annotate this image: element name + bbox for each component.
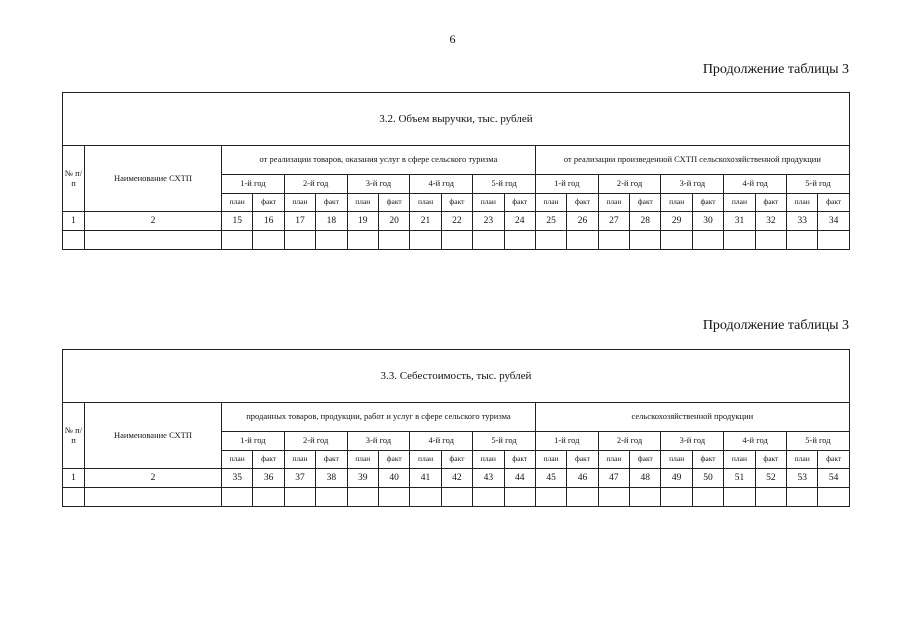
- plan-header: план: [284, 451, 315, 469]
- column-number-cell: 15: [222, 212, 253, 231]
- name-column-header: Наименование СХТП: [85, 146, 222, 212]
- column-number-cell: 1: [63, 469, 85, 488]
- empty-cell[interactable]: [253, 231, 284, 250]
- column-number-cell: 2: [85, 469, 222, 488]
- fact-header: факт: [378, 194, 409, 212]
- empty-cell[interactable]: [661, 231, 692, 250]
- year-header: 5-й год: [787, 432, 850, 451]
- column-number-cell: 33: [787, 212, 818, 231]
- column-number-cell: 2: [85, 212, 222, 231]
- num-column-header: № п/п: [63, 146, 85, 212]
- group1-header: от реализации товаров, оказания услуг в сфере сельского туризма: [222, 146, 536, 175]
- plan-header: план: [661, 194, 692, 212]
- column-number-cell: 46: [567, 469, 598, 488]
- fact-header: факт: [630, 194, 661, 212]
- fact-header: факт: [630, 451, 661, 469]
- column-number-cell: 29: [661, 212, 692, 231]
- fact-header: факт: [755, 194, 786, 212]
- year-header: 5-й год: [473, 175, 536, 194]
- year-header: 1-й год: [535, 175, 598, 194]
- plan-header: план: [410, 194, 441, 212]
- empty-cell[interactable]: [222, 231, 253, 250]
- column-number-cell: 41: [410, 469, 441, 488]
- empty-cell[interactable]: [787, 231, 818, 250]
- year-header: 3-й год: [347, 175, 410, 194]
- column-number-cell: 31: [724, 212, 755, 231]
- plan-header: план: [724, 451, 755, 469]
- empty-cell[interactable]: [85, 231, 222, 250]
- empty-cell[interactable]: [818, 231, 849, 250]
- column-number-cell: 22: [441, 212, 472, 231]
- empty-cell[interactable]: [692, 231, 723, 250]
- column-number-cell: 32: [755, 212, 786, 231]
- year-header: 4-й год: [410, 175, 473, 194]
- year-header: 3-й год: [347, 432, 410, 451]
- continuation-label: Продолжение таблицы 3: [702, 318, 849, 333]
- num-column-header: № п/п: [63, 403, 85, 469]
- empty-cell[interactable]: [755, 488, 786, 507]
- empty-cell[interactable]: [222, 488, 253, 507]
- empty-cell[interactable]: [724, 231, 755, 250]
- plan-header: план: [410, 451, 441, 469]
- empty-cell[interactable]: [473, 488, 504, 507]
- title-row: [63, 350, 850, 403]
- empty-cell[interactable]: [284, 231, 315, 250]
- empty-cell[interactable]: [63, 488, 85, 507]
- column-number-cell: 27: [598, 212, 629, 231]
- column-number-cell: 51: [724, 469, 755, 488]
- column-number-cell: 43: [473, 469, 504, 488]
- plan-header: план: [473, 194, 504, 212]
- fact-header: факт: [755, 451, 786, 469]
- empty-cell[interactable]: [63, 231, 85, 250]
- column-number-row: [63, 212, 850, 231]
- fact-header: факт: [818, 194, 849, 212]
- column-number-cell: 49: [661, 469, 692, 488]
- year-header: 1-й год: [222, 432, 285, 451]
- year-header: 3-й год: [661, 432, 724, 451]
- empty-cell[interactable]: [535, 488, 566, 507]
- plan-header: план: [598, 451, 629, 469]
- empty-cell[interactable]: [473, 231, 504, 250]
- column-number-cell: 52: [755, 469, 786, 488]
- empty-cell[interactable]: [755, 231, 786, 250]
- column-number-cell: 25: [535, 212, 566, 231]
- fact-header: факт: [692, 451, 723, 469]
- empty-cell[interactable]: [535, 231, 566, 250]
- column-number-cell: 48: [630, 469, 661, 488]
- year-header: 4-й год: [724, 432, 787, 451]
- plan-header: план: [598, 194, 629, 212]
- fact-header: факт: [441, 451, 472, 469]
- fact-header: факт: [504, 194, 535, 212]
- plan-header: план: [535, 451, 566, 469]
- fact-header: факт: [692, 194, 723, 212]
- empty-cell[interactable]: [567, 488, 598, 507]
- empty-cell[interactable]: [504, 488, 535, 507]
- empty-cell[interactable]: [85, 488, 222, 507]
- group2-header: от реализации произведенной СХТП сельскохозяйственной продукции: [535, 146, 849, 175]
- column-number-cell: 44: [504, 469, 535, 488]
- fact-header: факт: [818, 451, 849, 469]
- plan-header: план: [284, 194, 315, 212]
- empty-cell[interactable]: [316, 231, 347, 250]
- column-number-cell: 1: [63, 212, 85, 231]
- empty-cell[interactable]: [598, 231, 629, 250]
- empty-cell[interactable]: [378, 488, 409, 507]
- column-number-cell: 53: [787, 469, 818, 488]
- column-number-cell: 23: [473, 212, 504, 231]
- column-number-row: [63, 469, 850, 488]
- plan-header: план: [473, 451, 504, 469]
- column-number-cell: 19: [347, 212, 378, 231]
- empty-cell[interactable]: [630, 488, 661, 507]
- plan-header: план: [347, 451, 378, 469]
- empty-cell[interactable]: [441, 488, 472, 507]
- fact-header: факт: [567, 451, 598, 469]
- report-table: [62, 92, 850, 250]
- year-header: 1-й год: [535, 432, 598, 451]
- empty-data-row: [63, 231, 850, 250]
- year-header: 4-й год: [410, 432, 473, 451]
- empty-cell[interactable]: [661, 488, 692, 507]
- fact-header: факт: [253, 194, 284, 212]
- plan-header: план: [347, 194, 378, 212]
- group-header-row: [63, 403, 850, 432]
- column-number-cell: 37: [284, 469, 315, 488]
- empty-cell[interactable]: [598, 488, 629, 507]
- plan-header: план: [787, 194, 818, 212]
- column-number-cell: 17: [284, 212, 315, 231]
- empty-cell[interactable]: [284, 488, 315, 507]
- fact-header: факт: [316, 451, 347, 469]
- year-header: 1-й год: [222, 175, 285, 194]
- column-number-cell: 30: [692, 212, 723, 231]
- name-column-header: Наименование СХТП: [85, 403, 222, 469]
- continuation-label: Продолжение таблицы 3: [702, 62, 849, 77]
- empty-cell[interactable]: [253, 488, 284, 507]
- fact-header: факт: [441, 194, 472, 212]
- column-number-cell: 50: [692, 469, 723, 488]
- empty-cell[interactable]: [567, 231, 598, 250]
- plan-header: план: [787, 451, 818, 469]
- empty-cell[interactable]: [787, 488, 818, 507]
- plan-header: план: [535, 194, 566, 212]
- column-number-cell: 35: [222, 469, 253, 488]
- column-number-cell: 28: [630, 212, 661, 231]
- fact-header: факт: [316, 194, 347, 212]
- column-number-cell: 47: [598, 469, 629, 488]
- empty-cell[interactable]: [347, 488, 378, 507]
- empty-cell[interactable]: [410, 488, 441, 507]
- empty-cell[interactable]: [316, 488, 347, 507]
- column-number-cell: 21: [410, 212, 441, 231]
- section-title: 3.2. Объем выручки, тыс. рублей: [63, 93, 850, 146]
- fact-header: факт: [567, 194, 598, 212]
- year-header: 5-й год: [787, 175, 850, 194]
- empty-cell[interactable]: [724, 488, 755, 507]
- column-number-cell: 54: [818, 469, 849, 488]
- empty-cell[interactable]: [441, 231, 472, 250]
- year-header: 2-й год: [598, 175, 661, 194]
- page-number: 6: [449, 32, 456, 46]
- empty-cell[interactable]: [378, 231, 409, 250]
- year-header: 2-й год: [284, 175, 347, 194]
- group1-header: проданных товаров, продукции, работ и услуг в сфере сельского туризма: [222, 403, 536, 432]
- column-number-cell: 20: [378, 212, 409, 231]
- column-number-cell: 34: [818, 212, 849, 231]
- column-number-cell: 16: [253, 212, 284, 231]
- fact-header: факт: [504, 451, 535, 469]
- empty-data-row: [63, 488, 850, 507]
- column-number-cell: 18: [316, 212, 347, 231]
- year-header: 2-й год: [284, 432, 347, 451]
- plan-header: план: [661, 451, 692, 469]
- column-number-cell: 26: [567, 212, 598, 231]
- year-header: 4-й год: [724, 175, 787, 194]
- title-row: [63, 93, 850, 146]
- year-header: 5-й год: [473, 432, 536, 451]
- empty-cell[interactable]: [630, 231, 661, 250]
- fact-header: факт: [378, 451, 409, 469]
- empty-cell[interactable]: [347, 231, 378, 250]
- column-number-cell: 45: [535, 469, 566, 488]
- column-number-cell: 42: [441, 469, 472, 488]
- year-header: 2-й год: [598, 432, 661, 451]
- column-number-cell: 38: [316, 469, 347, 488]
- year-header: 3-й год: [661, 175, 724, 194]
- fact-header: факт: [253, 451, 284, 469]
- report-table: [62, 349, 850, 507]
- group2-header: сельскохозяйственной продукции: [535, 403, 849, 432]
- group-header-row: [63, 146, 850, 175]
- column-number-cell: 36: [253, 469, 284, 488]
- empty-cell[interactable]: [692, 488, 723, 507]
- empty-cell[interactable]: [410, 231, 441, 250]
- section-title: 3.3. Себестоимость, тыс. рублей: [63, 350, 850, 403]
- column-number-cell: 39: [347, 469, 378, 488]
- plan-header: план: [724, 194, 755, 212]
- empty-cell[interactable]: [504, 231, 535, 250]
- plan-header: план: [222, 451, 253, 469]
- plan-header: план: [222, 194, 253, 212]
- column-number-cell: 40: [378, 469, 409, 488]
- column-number-cell: 24: [504, 212, 535, 231]
- empty-cell[interactable]: [818, 488, 849, 507]
